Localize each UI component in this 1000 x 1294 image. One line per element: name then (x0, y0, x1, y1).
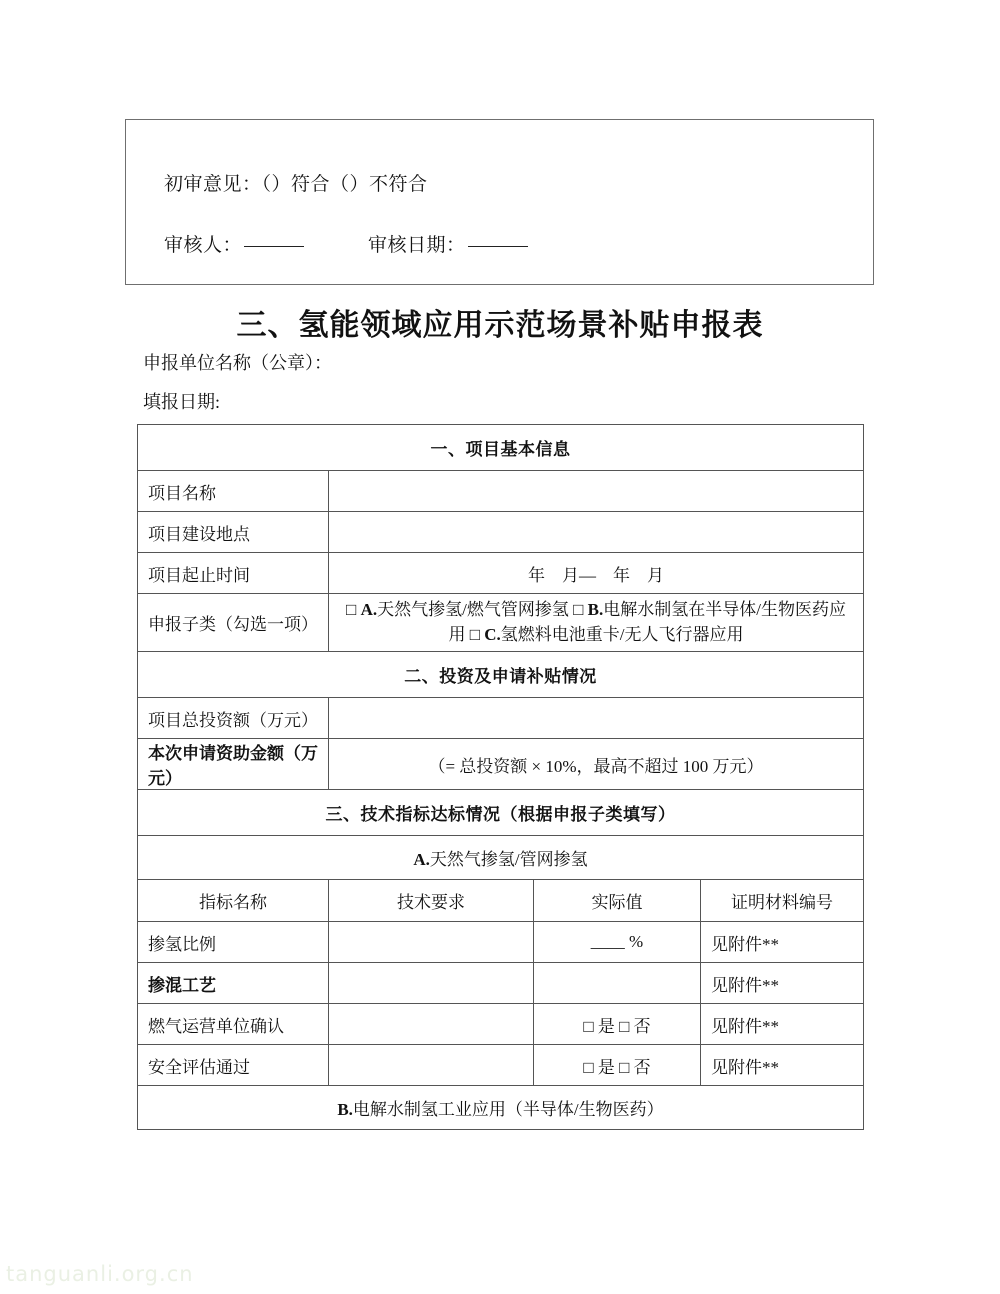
review-date-blank[interactable] (468, 245, 528, 247)
indicator-name-blending-process: 掺混工艺 (138, 963, 329, 1004)
column-header-actual-value: 实际值 (534, 880, 701, 922)
subtype-c-key: C. (484, 624, 501, 644)
field-label-subtype: 申报子类（勾选一项） (138, 594, 329, 652)
group-a-title: 天然气掺氢/管网掺氢 (429, 850, 588, 869)
preliminary-opinion-options: （）符合（）不符合 (261, 174, 428, 195)
indicator-requirement-blending-process[interactable] (329, 963, 534, 1004)
reviewer-label: 审核人： (164, 235, 243, 256)
indicator-name-hydrogen-ratio: 掺氢比例 (138, 922, 329, 963)
column-header-requirement: 技术要求 (329, 880, 534, 922)
subtype-b-label: 电解水制氢在半导体/生物医药应用 (448, 599, 846, 644)
table-row (138, 425, 864, 471)
checkbox-subtype-c[interactable]: □ (469, 624, 480, 644)
group-b-key: B. (337, 1100, 353, 1119)
group-header-b (138, 1086, 864, 1130)
group-b-title: 电解水制氢工业应用（半导体/生物医药） (352, 1100, 664, 1119)
subtype-a-label: 天然气掺氢/燃气管网掺氢 (377, 599, 569, 619)
subtype-b-key: B. (587, 599, 604, 619)
preliminary-opinion-line (164, 169, 428, 196)
indicator-proof-hydrogen-ratio: 见附件** (701, 922, 864, 963)
table-row (138, 594, 864, 652)
application-form-table (137, 424, 864, 1130)
group-header-a (138, 836, 864, 880)
indicator-actual-hydrogen-ratio[interactable]: ____ % (534, 922, 701, 963)
section-header-tech-indicators: 三、技术指标达标情况（根据申报子类填写） (138, 790, 864, 836)
section-header-investment: 二、投资及申请补贴情况 (138, 652, 864, 698)
table-row (138, 512, 864, 553)
indicator-actual-gas-operator-confirmation[interactable]: □ 是 □ 否 (534, 1004, 701, 1045)
preliminary-review-box (125, 119, 874, 285)
reviewer-line (164, 230, 530, 257)
table-row (138, 963, 864, 1004)
table-row (138, 739, 864, 790)
field-value-project-period[interactable] (329, 553, 864, 594)
subtype-a-key: A. (360, 599, 378, 619)
field-value-requested-subsidy[interactable]: （= 总投资额 × 10%，最高不超过 100 万元） (329, 739, 864, 790)
table-row (138, 1004, 864, 1045)
project-period-text: 年 月— 年 月 (528, 565, 664, 585)
field-label-project-period: 项目起止时间 (138, 553, 329, 594)
table-row (138, 836, 864, 880)
table-row (138, 880, 864, 922)
preliminary-opinion-label: 初审意见： (164, 174, 262, 195)
field-label-project-name: 项目名称 (138, 471, 329, 512)
field-value-total-investment[interactable] (329, 698, 864, 739)
checkbox-subtype-a[interactable]: □ (346, 599, 357, 619)
subtype-c-label: 氢燃料电池重卡/无人飞行器应用 (500, 624, 744, 644)
indicator-requirement-safety-assessment[interactable] (329, 1045, 534, 1086)
indicator-requirement-hydrogen-ratio[interactable] (329, 922, 534, 963)
section-header-basic-info: 一、项目基本信息 (138, 425, 864, 471)
table-row (138, 790, 864, 836)
review-date-label: 审核日期： (368, 235, 466, 256)
indicator-proof-safety-assessment: 见附件** (701, 1045, 864, 1086)
checkbox-subtype-b[interactable]: □ (573, 599, 584, 619)
field-label-project-location: 项目建设地点 (138, 512, 329, 553)
table-row (138, 652, 864, 698)
indicator-proof-gas-operator-confirmation: 见附件** (701, 1004, 864, 1045)
fill-date-label: 填报日期: (143, 392, 221, 412)
column-header-proof-number: 证明材料编号 (701, 880, 864, 922)
group-a-key: A. (413, 850, 430, 869)
indicator-name-gas-operator-confirmation: 燃气运营单位确认 (138, 1004, 329, 1045)
indicator-actual-blending-process[interactable] (534, 963, 701, 1004)
field-label-total-investment: 项目总投资额（万元） (138, 698, 329, 739)
table-row (138, 922, 864, 963)
indicator-requirement-gas-operator-confirmation[interactable] (329, 1004, 534, 1045)
table-row (138, 1045, 864, 1086)
field-value-subtype-options[interactable] (329, 594, 864, 652)
page-title: 三、氢能领域应用示范场景补贴申报表 (236, 309, 764, 342)
field-value-project-location[interactable] (329, 512, 864, 553)
table-row (138, 553, 864, 594)
table-row (138, 471, 864, 512)
table-row (138, 1086, 864, 1130)
indicator-proof-blending-process: 见附件** (701, 963, 864, 1004)
reviewer-blank[interactable] (244, 245, 304, 247)
field-value-project-name[interactable] (329, 471, 864, 512)
indicator-actual-safety-assessment[interactable]: □ 是 □ 否 (534, 1045, 701, 1086)
column-header-indicator-name: 指标名称 (138, 880, 329, 922)
site-watermark: tanguanli.org.cn (6, 1262, 194, 1286)
table-row (138, 698, 864, 739)
indicator-name-safety-assessment: 安全评估通过 (138, 1045, 329, 1086)
applicant-unit-label: 申报单位名称（公章）： (143, 353, 332, 373)
field-label-requested-subsidy: 本次申请资助金额（万元） (138, 739, 329, 790)
